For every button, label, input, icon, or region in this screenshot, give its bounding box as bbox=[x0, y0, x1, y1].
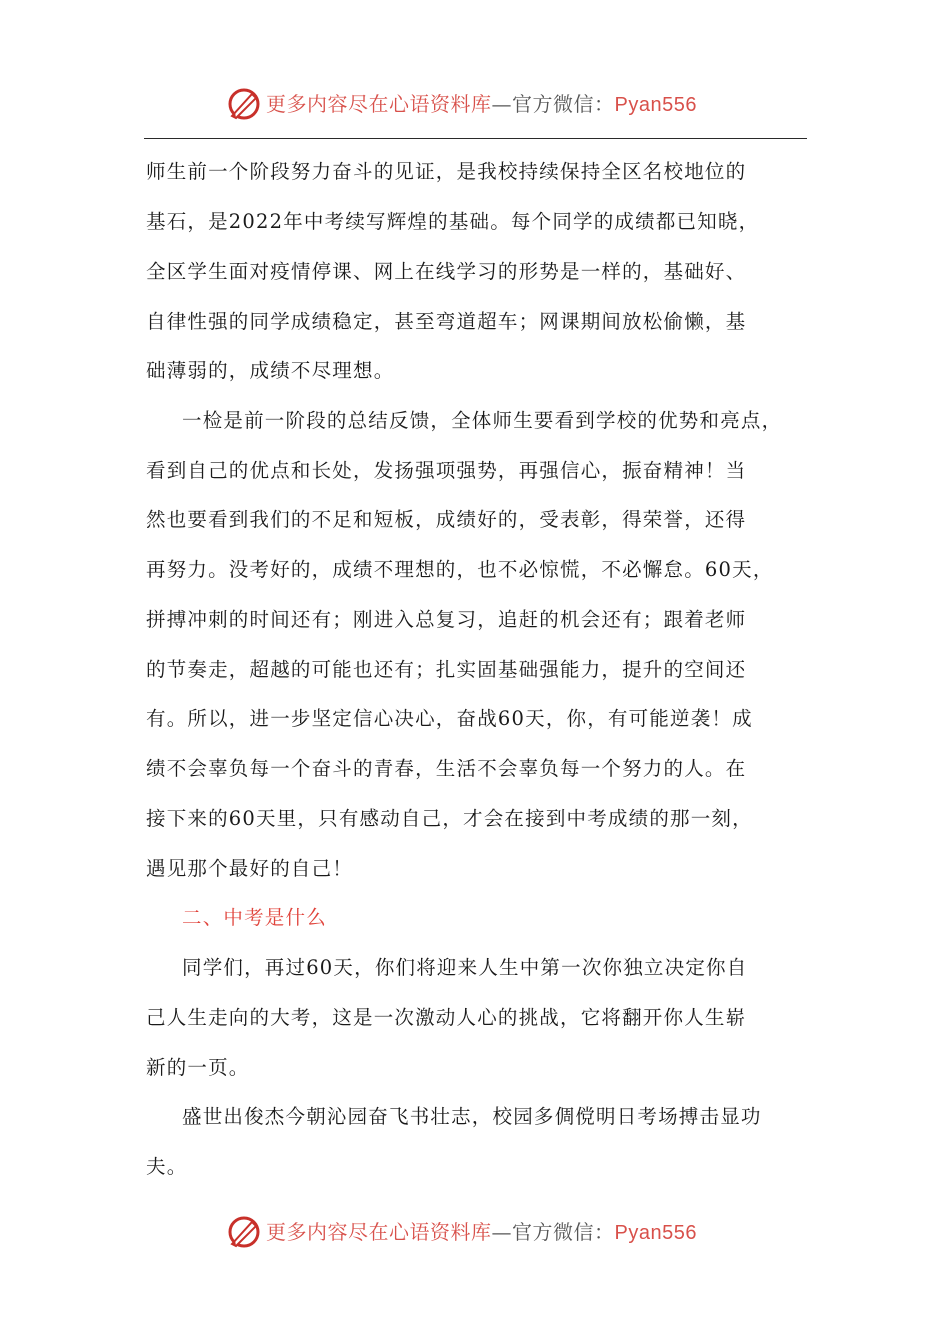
body-line: 有。所以，进一步坚定信心决心，奋战60天，你，有可能逆袭！成 bbox=[146, 707, 753, 730]
body-line: 同学们，再过60天，你们将迎来人生中第一次你独立决定你自 bbox=[182, 956, 748, 979]
body-line: 师生前一个阶段努力奋斗的见证，是我校持续保持全区名校地位的 bbox=[146, 160, 747, 183]
banner-site-name: 更多内容尽在心语资料库 bbox=[266, 92, 492, 116]
body-line: 绩不会辜负每一个奋斗的青春，生活不会辜负每一个努力的人。在 bbox=[146, 757, 747, 780]
section-heading: 二、中考是什么 bbox=[182, 906, 327, 929]
banner-wechat-id: Pyan556 bbox=[614, 1222, 697, 1244]
banner-wechat-label: —官方微信： bbox=[491, 92, 615, 116]
body-line: 拼搏冲刺的时间还有；刚进入总复习，追赶的机会还有；跟着老师 bbox=[146, 608, 747, 631]
body-line: 自律性强的同学成绩稳定，甚至弯道超车；网课期间放松偷懒，基 bbox=[146, 310, 747, 333]
body-line: 全区学生面对疫情停课、网上在线学习的形势是一样的，基础好、 bbox=[146, 260, 747, 283]
body-line: 接下来的60天里，只有感动自己，才会在接到中考成绩的那一刻， bbox=[146, 807, 753, 830]
banner-text bbox=[266, 90, 697, 119]
banner-wechat-id: Pyan556 bbox=[614, 94, 697, 116]
banner-text bbox=[266, 1218, 697, 1247]
pen-logo-icon bbox=[226, 86, 262, 122]
body-line: 盛世出俊杰今朝沁园奋飞书壮志，校园多倜傥明日考场搏击显功 bbox=[182, 1105, 762, 1128]
body-line: 再努力。没考好的，成绩不理想的，也不必惊慌，不必懈怠。60天， bbox=[146, 558, 774, 581]
body-line: 础薄弱的，成绩不尽理想。 bbox=[146, 359, 395, 382]
body-line: 看到自己的优点和长处，发扬强项强势，再强信心，振奋精神！当 bbox=[146, 459, 747, 482]
body-line: 遇见那个最好的自己！ bbox=[146, 857, 354, 880]
body-line: 的节奏走，超越的可能也还有；扎实固基础强能力，提升的空间还 bbox=[146, 658, 747, 681]
body-line: 夫。 bbox=[146, 1155, 188, 1178]
body-line: 一检是前一阶段的总结反馈，全体师生要看到学校的优势和亮点， bbox=[182, 409, 783, 432]
body-line: 基石，是2022年中考续写辉煌的基础。每个同学的成绩都已知晓， bbox=[146, 210, 760, 233]
body-line: 己人生走向的大考，这是一次激动人心的挑战，它将翻开你人生崭 bbox=[146, 1006, 747, 1029]
pen-logo-icon bbox=[226, 1214, 262, 1250]
body-line: 新的一页。 bbox=[146, 1056, 250, 1079]
banner-site-name: 更多内容尽在心语资料库 bbox=[266, 1220, 492, 1244]
footer-banner bbox=[0, 1210, 950, 1254]
banner-wechat-label: —官方微信： bbox=[491, 1220, 615, 1244]
header-banner bbox=[0, 82, 950, 126]
body-line: 然也要看到我们的不足和短板，成绩好的，受表彰，得荣誉，还得 bbox=[146, 508, 747, 531]
header-divider bbox=[144, 138, 807, 139]
